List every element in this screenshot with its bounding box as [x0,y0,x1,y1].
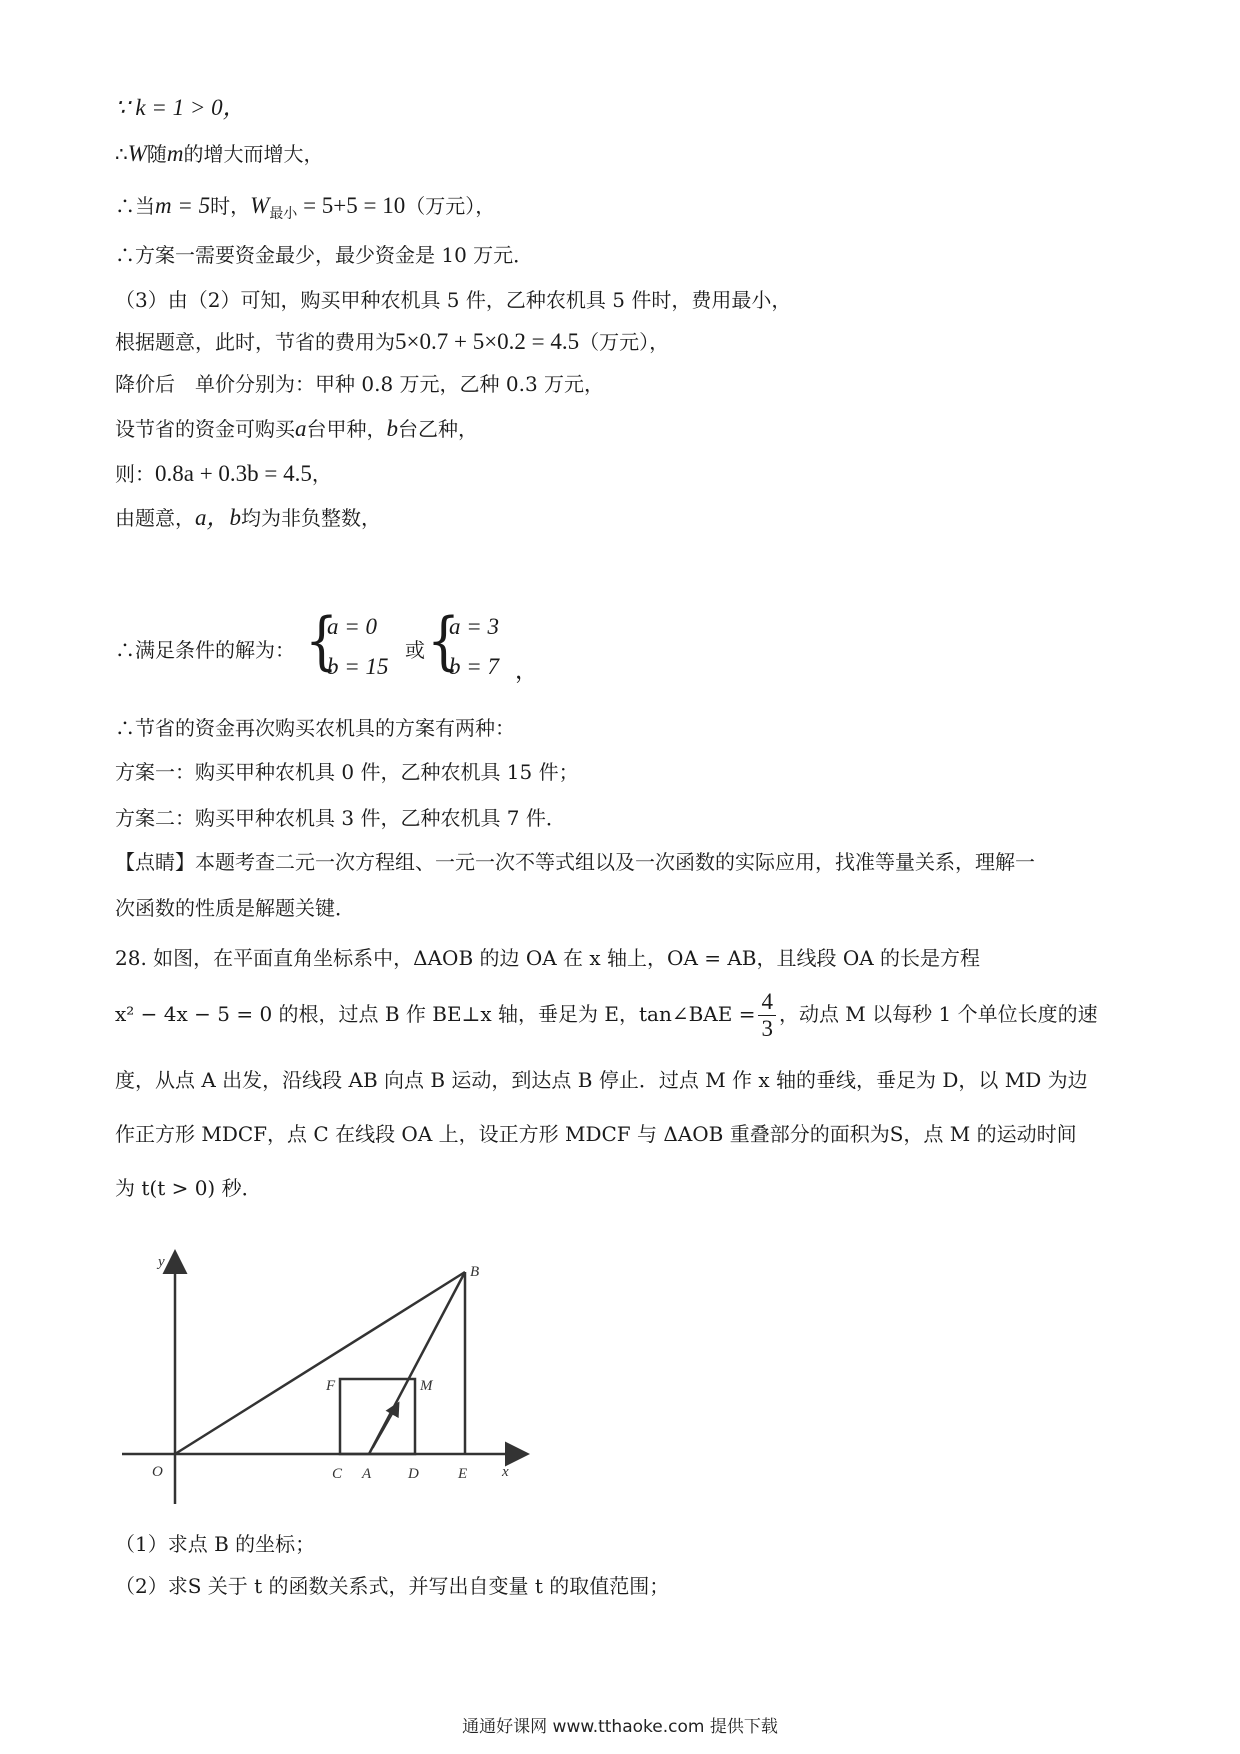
line-set-variables: 设节省的资金可购买a台甲种，b台乙种， [115,416,478,441]
line-plan-two: 方案二：购买甲种农机具 3 件，乙种农机具 7 件． [115,806,566,830]
line-comment-1: 【点睛】本题考查二元一次方程组、一元一次不等式组以及一次函数的实际应用，找准等量关系，理解一 [115,850,1035,874]
page-footer: 通通好课网 www.tthaoke.com 提供下载 [462,1717,778,1737]
line-q28-2: x² − 4x − 5 = 0 的根，过点 B 作 BE⊥x 轴，垂足为 E，tan∠BAE = $\frac{4}{3}$ ，动点 M 以每秒 1 个单位长度的速 [115,989,1098,1041]
line-q28-4: 作正方形 MDCF，点 C 在线段 OA 上，设正方形 MDCF 与 ΔAOB 重叠部分的面积为S，点 M 的运动时间 [115,1122,1077,1146]
line-part-3-intro: （3）由（2）可知，购买甲种农机具 5 件，乙种农机具 5 件时，费用最小， [115,288,792,312]
line-k-positive: ∵ k = 1 > 0， [115,95,246,120]
line-two-plans: ∴节省的资金再次购买农机具的方案有两种： [115,716,515,740]
label-a: A [362,1466,372,1482]
line-equation: 则：0.8a + 0.3b = 4.5， [115,461,332,486]
label-c: C [332,1466,343,1482]
label-x: x [502,1464,509,1480]
motion-arrow [373,1404,398,1448]
line-q28-1: 28. 如图，在平面直角坐标系中，ΔAOB 的边 OA 在 x 轴上，OA = AB，且线段 OA 的长是方程 [115,946,981,970]
left-brace: { [427,606,461,678]
segment-ob [175,1272,465,1454]
label-o: O [152,1464,163,1480]
sub-question-2: （2）求S 关于 t 的函数关系式，并写出自变量 t 的取值范围； [115,1574,670,1598]
label-b: B [470,1264,480,1280]
line-q28-5: 为 t(t > 0) 秒． [115,1176,262,1200]
label-y: y [158,1254,165,1270]
label-f: F [326,1378,336,1394]
sub-question-1: （1）求点 B 的坐标； [115,1532,316,1556]
left-brace: { [305,606,339,678]
label-d: D [408,1466,419,1482]
label-e: E [458,1466,468,1482]
label-m: M [420,1378,433,1394]
line-savings: 根据题意，此时，节省的费用为5×0.7 + 5×0.2 = 4.5（万元）， [115,329,670,354]
geometry-figure [100,1236,550,1516]
line-plan-one-cheapest: ∴方案一需要资金最少，最少资金是 10 万元． [115,243,534,267]
line-w-minimum: ∴当m = 5时，$W_{最小} = 5+5 = 10$（万元）， [115,193,496,222]
line-q28-3: 度，从点 A 出发，沿线段 AB 向点 B 运动，到达点 B 停止．过点 M 作 x 轴的垂线，垂足为 D，以 MD 为边 [115,1068,1088,1092]
line-comment-2: 次函数的性质是解题关键． [115,896,355,920]
line-w-increases: ∴W随m的增大而增大， [115,141,324,166]
segment-ab [369,1272,465,1454]
document-page: ∵ k = 1 > 0， ∴W随m的增大而增大， ∴当m = 5时，$W_{最小} = 5+5 = 10$（万元）， ∴方案一需要资金最少，最少资金是 10 万元． （3）由（2）可知，购买甲种农机具 5 件，乙种农机具 5 件时，费用最小， 根据题意，此时，节省的费用为5×0.7 + 5×0.2 = 4.5（万元）， 降价后 单价分别为：甲种 0.8 万元，乙种 0.3 万元， 设节省的资金可购买a台甲种，b台乙种， 则：0.8a + 0.3b = 4.5， 由题意，a，b均为非负整数， ∴满足条件的解为： { a = 0 b = 15 或 { a = 3 b = 7 ， ∴节省的资金再次购买农机具的方案有两种： 方案一：购买甲种农机具 0 件，乙种农机具 15 件； 方案二：购买甲种农机具 3 件，乙种农机具 7 件． 【点睛】本题考查二元一次方程组、一元一次不等式组以及一次函数的实际应用，找准等量关系，理解一 次函数的性质是解题关键． 28. 如图，在平面直角坐标系中，ΔAOB 的边 OA 在 x 轴上，OA = AB，且线段 OA 的长是方程 x² − 4x − 5 = 0 的根，过点 B 作 BE⊥x 轴，垂足为 E，tan∠BAE = $\frac{4}{3}$ ，动点 M 以每秒 1 个单位长度的速 度，从点 A 出发，沿线段 AB 向点 B 运动，到达点 B 停止．过点 M 作 x 轴的垂线，垂足为 D，以 MD 为边 作正方形 MDCF，点 C 在线段 OA 上，设正方形 MDCF 与 ΔAOB 重叠部分的面积为S，点 M 的运动时间 为 t(t > 0) 秒． y x O B F M C A D E （1）求点 B 的坐标； （2）求S 关于 t 的函数关系式，并写出自变量 t 的取值范围； 通通好课网 www.tthaoke.com 提供下载 [0,0,1240,1754]
line-nonnegative-integers: 由题意，a，b均为非负整数， [115,505,381,530]
fraction-four-thirds: $\frac{4}{3}$ [758,989,776,1042]
line-plan-one: 方案一：购买甲种农机具 0 件，乙种农机具 15 件； [115,760,579,784]
line-reduced-prices: 降价后 单价分别为：甲种 0.8 万元，乙种 0.3 万元， [115,372,605,396]
